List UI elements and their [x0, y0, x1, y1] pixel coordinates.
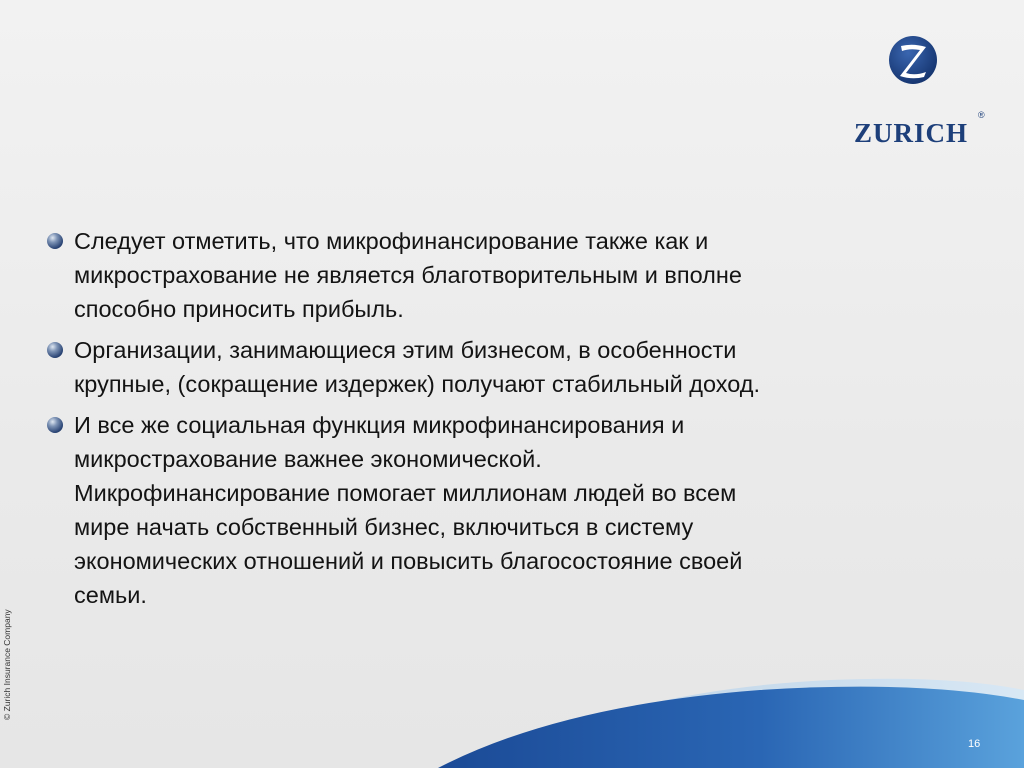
bullet-text: Следует отметить, что микрофинансирование также как и микрострахование не является благотворительным и вполне способно приносить прибыль. — [74, 228, 742, 322]
bullet-text: И все же социальная функция микрофинансирования и микрострахование важнее экономической. Микрофинансирование помогает миллионам людей во всем мире начать собственный бизнес, включиться в систему экономических отношений и повысить благосостояние своей семьи. — [74, 412, 743, 608]
copyright-notice: © Zurich Insurance Company — [2, 609, 12, 720]
logo-wordmark: ZURICH — [854, 118, 969, 148]
page-number: 16 — [968, 738, 981, 750]
registered-mark: ® — [978, 110, 985, 120]
bullet-text: Организации, занимающиеся этим бизнесом, в особенности крупные, (сокращение издержек) получают стабильный доход. — [74, 337, 761, 397]
